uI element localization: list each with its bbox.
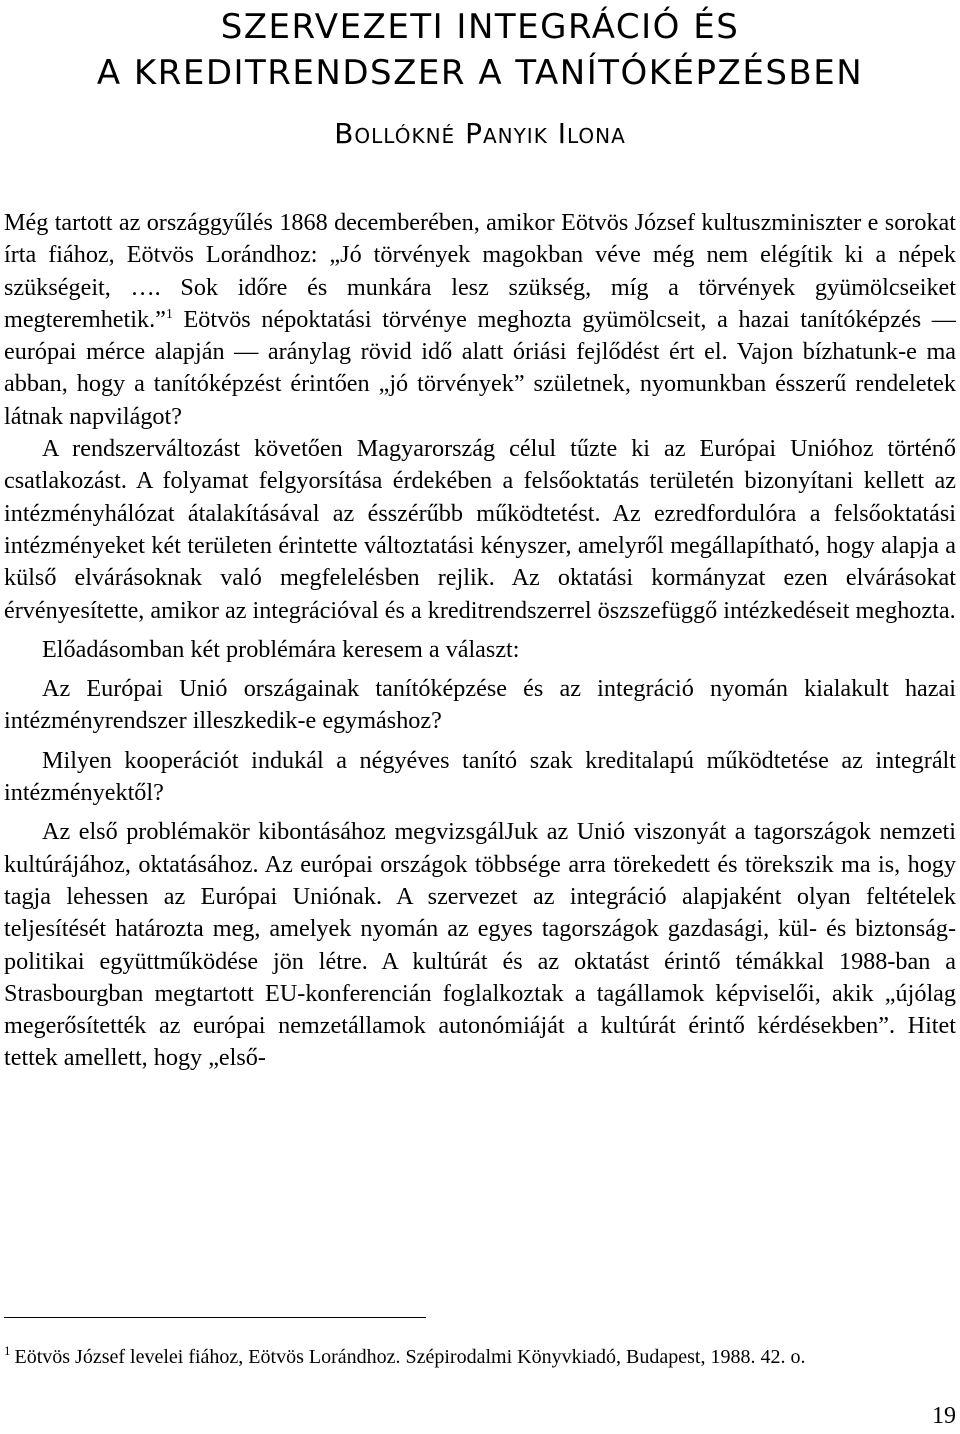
footnote-number: 1 xyxy=(4,1343,11,1358)
footnote xyxy=(4,1344,956,1370)
title-line-1: SZERVEZETI INTEGRÁCIÓ ÉS xyxy=(220,7,740,47)
footnote-divider xyxy=(4,1317,426,1318)
paragraph-4: Az Európai Unió országainak tanítóképzése és az integráció nyomán kialakult hazai intézményrendszer illeszkedik-e egymáshoz? xyxy=(4,675,956,735)
paragraph-1-text: Még tartott az országgyűlés 1868 decemberében, amikor Eötvös József kultuszminiszter e sorokat írta fiához, Eötvös Lorándhoz: „Jó törvények magokban véve még nem elégítik ki a népek szükségeit, …. Sok időre és munkára lesz szükség, míg a törvények gyümölcseiket megteremhetik.” xyxy=(4,209,956,333)
author-name: Bollókné Panyik Ilona xyxy=(334,117,626,150)
paragraph-1 xyxy=(4,207,956,433)
page-number: 19 xyxy=(932,1403,956,1429)
paragraph-5: Milyen kooperációt indukál a négyéves tanító szak kreditalapú működtetése az integrált intézményektől? xyxy=(4,746,956,807)
paragraph-1-continuation: Eötvös népoktatási törvénye meghozta gyümölcseit, a hazai tanítóképzés — európai mérce alapján — aránylag rövid idő alatt óriási fejlődést ért el. Vajon bízhatunk-e ma abban, hogy a tanítóképzést érintően „jó törvények” születnek, nyomunkban ésszerű rendeletek látnak napvilágot? xyxy=(4,305,956,430)
footnote-reference: 1 xyxy=(165,306,173,322)
paragraph-3: Előadásomban két problémára keresem a választ: xyxy=(42,635,520,663)
title-line-2: A KREDITRENDSZER A TANÍTÓKÉPZÉSBEN xyxy=(96,53,864,93)
paragraph-6: Az első problémakör kibontásához megvizsgálJuk az Unió viszonyát a tagországok nemzeti kultúrájához, oktatásához. Az európai országok többsége arra törekedett és törekszik ma is, hogy tagja lehessen az Európai Uniónak. A szervezet az integráció alapjaként olyan feltételek teljesítését határozta meg, amelyek nyomán az egyes tagországok gazdasági, kül- és biztonságpolitikai együttműködése jön létre. A kultúrát és az oktatást érintő témákkal 1988-ban a Strasbourgban megtartott EU-konferencián foglalkoztak a tagállamok képviselői, akik „újólag megerősítették az európai nemzetállamok autonómiáját a kultúrát érintő kérdésekben”. Hitet tettek amellett, hogy „első- xyxy=(4,818,956,1072)
footnote-text: Eötvös József levelei fiához, Eötvös Lorándhoz. Szépirodalmi Könyvkiadó, Budapest, 1988. 42. o. xyxy=(14,1346,806,1368)
paragraph-2: A rendszerváltozást követően Magyarország célul tűzte ki az Európai Unióhoz történő csatlakozást. A folyamat felgyorsítása érdekében a felsőoktatás területén bizonyítani kellett az intézményhálózat átalakításával az ésszérűbb működtetést. Az ezredfordulóra a felsőoktatási intézményeket két területen érintette változtatási kényszer, amelyről megállapítható, hogy alapja a külső elvárásoknak való megfelelésben rejlik. Az oktatási kormányzat ezen elvárásokat érvényesítette, amikor az integrációval és a kreditrendszerrel öszszefüggő intézkedéseit meghozta. xyxy=(4,435,956,624)
body-text xyxy=(4,207,956,1075)
